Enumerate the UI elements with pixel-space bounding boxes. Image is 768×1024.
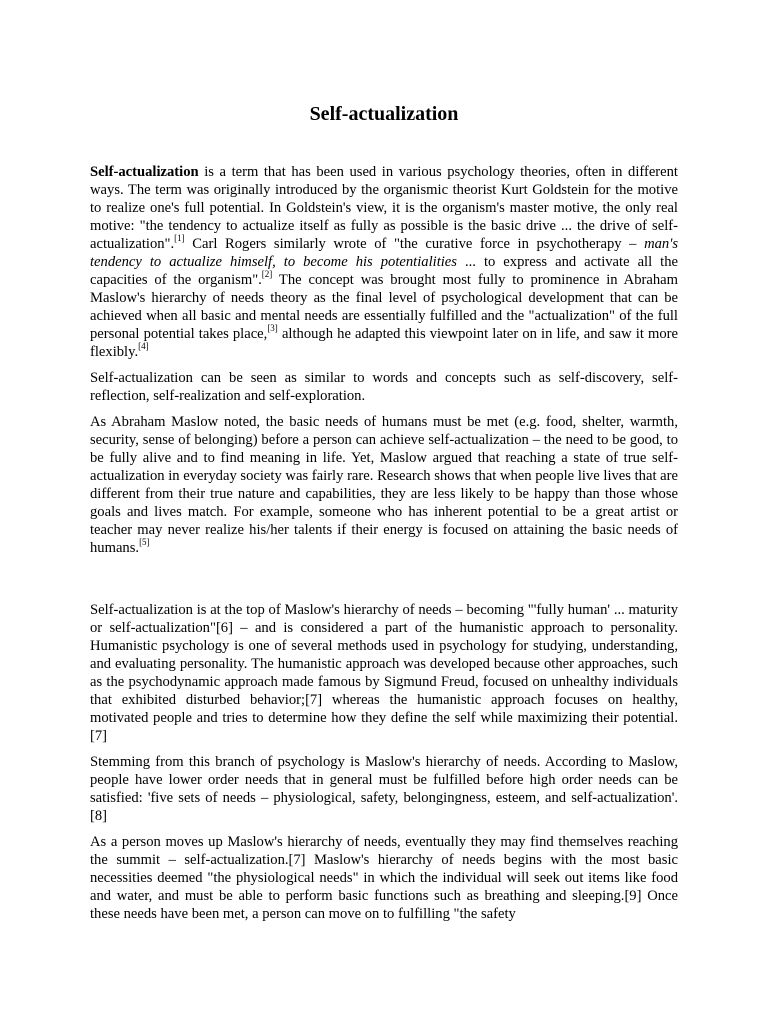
p1-text-c: ... to express and activate all the capacities of the organism". xyxy=(90,254,678,288)
term-bold: Self-actualization xyxy=(90,164,199,180)
paragraph-3 xyxy=(90,413,678,557)
citation-2[interactable]: [2] xyxy=(261,269,273,280)
p1-italic-quote: man's tendency to actualize himself, to become his potentialities xyxy=(90,236,678,270)
paragraph-4: Self-actualization is at the top of Maslow's hierarchy of needs – becoming "'fully human' ... maturity or self-actualization"[6] – and is considered a part of the humanistic approach to personality. Humanistic psychology is one of several methods used in psychology for studying, understanding, and evaluating personality. The humanistic approach was developed because other approaches, such as the psychodynamic approach made famous by Sigmund Freud, focused on unhealthy individuals that exhibited disturbed behavior;[7] whereas the humanistic approach focuses on healthy, motivated people and tries to determine how they define the self while maximizing their potential.[7] xyxy=(90,602,678,744)
p1-text-d: The concept was brought most fully to prominence in Abraham Maslow's hierarchy of needs theory as the final level of psychological development that can be achieved when all basic and mental needs are essentially fulfilled and the "actualization" of the full personal potential takes place, xyxy=(90,272,678,342)
citation-3[interactable]: [3] xyxy=(267,323,278,334)
citation-1[interactable]: [1] xyxy=(174,233,185,244)
paragraph-5: Stemming from this branch of psychology is Maslow's hierarchy of needs. According to Maslow, people have lower order needs that in general must be fulfilled before high order needs can be satisfied: 'five sets of needs – physiological, safety, belongingness, esteem, and self-actualization'.[8] xyxy=(90,754,678,824)
p1-text-b: Carl Rogers similarly wrote of "the curative force in psychotherapy – xyxy=(184,236,645,252)
paragraph-1 xyxy=(90,163,678,361)
p1-text-e: although he adapted this viewpoint later on in life, and saw it more flexibly. xyxy=(90,326,678,360)
p3-text: As Abraham Maslow noted, the basic needs of humans must be met (e.g. food, shelter, warmth, security, sense of belonging) before a person can achieve self-actualization – the need to be good, to be fully alive and to find meaning in life. Yet, Maslow argued that reaching a state of true self-actualization in everyday society was fairly rare. Research shows that when people live lives that are different from their true nature and capabilities, they are less likely to be happy than those whose goals and lives match. For example, someone who has inherent potential to be a great artist or teacher may never realize his/her talents if their energy is focused on attaining the basic needs of humans. xyxy=(90,414,678,556)
paragraph-2: Self-actualization can be seen as similar to words and concepts such as self-discovery, self-reflection, self-realization and self-exploration. xyxy=(90,370,678,404)
citation-4[interactable]: [4] xyxy=(138,341,149,352)
p1-text-a: is a term that has been used in various psychology theories, often in different ways. The term was originally introduced by the organismic theorist Kurt Goldstein for the motive to realize one's full potential. In Goldstein's view, it is the organism's master motive, the only real motive: "the tendency to actualize itself as fully as possible is the basic drive ... the drive of self-actualization". xyxy=(90,164,678,252)
citation-5[interactable]: [5] xyxy=(139,537,150,548)
page-title: Self-actualization xyxy=(309,103,459,125)
paragraph-6: As a person moves up Maslow's hierarchy of needs, eventually they may find themselves reaching the summit – self-actualization.[7] Maslow's hierarchy of needs begins with the most basic necessities deemed "the physiological needs" in which the individual will seek out items like food and water, and must be able to perform basic functions such as breathing and sleeping.[9] Once these needs have been met, a person can move on to fulfilling "the safety xyxy=(90,834,678,922)
document-body xyxy=(90,163,678,931)
